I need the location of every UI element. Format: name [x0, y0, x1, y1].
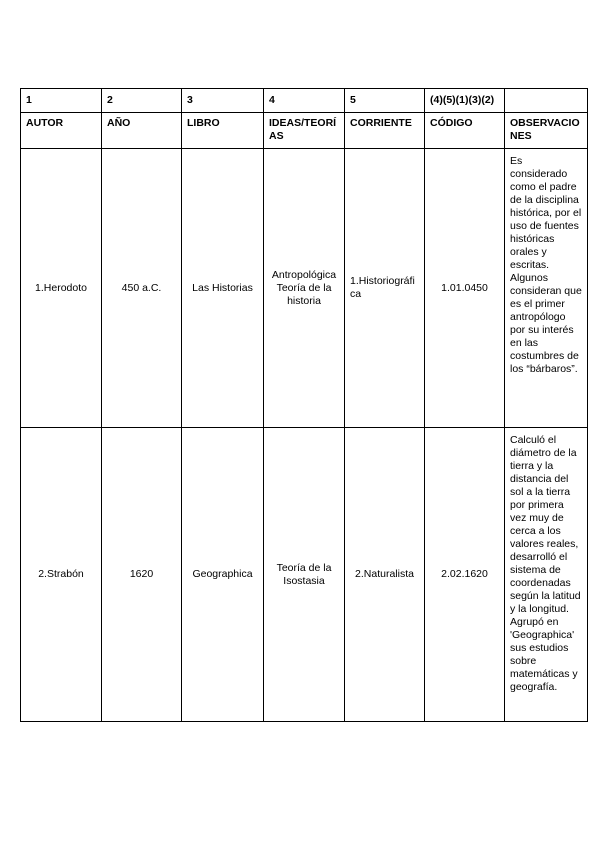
- header-anio: AÑO: [102, 113, 182, 149]
- header-ideas: IDEAS/TEORÍAS: [264, 113, 345, 149]
- cell-anio: 1620: [102, 428, 182, 722]
- document-table: [20, 88, 588, 722]
- cell-autor: 1.Herodoto: [21, 149, 102, 428]
- cell-anio: 450 a.C.: [102, 149, 182, 428]
- column-number-cell: 4: [264, 89, 345, 113]
- cell-corriente: 2.Naturalista: [345, 428, 425, 722]
- cell-autor: 2.Strabón: [21, 428, 102, 722]
- header-corriente: CORRIENTE: [345, 113, 425, 149]
- cell-corriente: 1.Historiográfica: [345, 149, 425, 428]
- header-codigo: CÓDIGO: [425, 113, 505, 149]
- column-number-cell: 5: [345, 89, 425, 113]
- header-row: [21, 113, 588, 149]
- cell-ideas: Teoría de la Isostasia: [264, 428, 345, 722]
- cell-libro: Geographica: [182, 428, 264, 722]
- cell-observaciones: Es considerado como el padre de la disciplina histórica, por el uso de fuentes históricas orales y escritas. Algunos consideran que es el primer antropólogo por su interés en las costumbres de los “bárbaros”.: [505, 149, 588, 428]
- header-observaciones: OBSERVACIONES: [505, 113, 588, 149]
- column-number-cell: 2: [102, 89, 182, 113]
- column-number-cell: 1: [21, 89, 102, 113]
- cell-codigo: 2.02.1620: [425, 428, 505, 722]
- cell-libro: Las Historias: [182, 149, 264, 428]
- header-libro: LIBRO: [182, 113, 264, 149]
- table-row: [21, 149, 588, 428]
- cell-observaciones: Calculó el diámetro de la tierra y la distancia del sol a la tierra por primera vez muy de cerca a los valores reales, desarrolló el sistema de coordenadas según la latitud y la longitud. Agrupó en 'Geographica' sus estudios sobre matemáticas y geografía.: [505, 428, 588, 722]
- column-number-cell: (4)(5)(1)(3)(2): [425, 89, 505, 113]
- column-number-row: [21, 89, 588, 113]
- table-row: [21, 428, 588, 722]
- column-number-cell: 3: [182, 89, 264, 113]
- header-autor: AUTOR: [21, 113, 102, 149]
- cell-ideas: Antropológica Teoría de la historia: [264, 149, 345, 428]
- column-number-cell: [505, 89, 588, 113]
- cell-codigo: 1.01.0450: [425, 149, 505, 428]
